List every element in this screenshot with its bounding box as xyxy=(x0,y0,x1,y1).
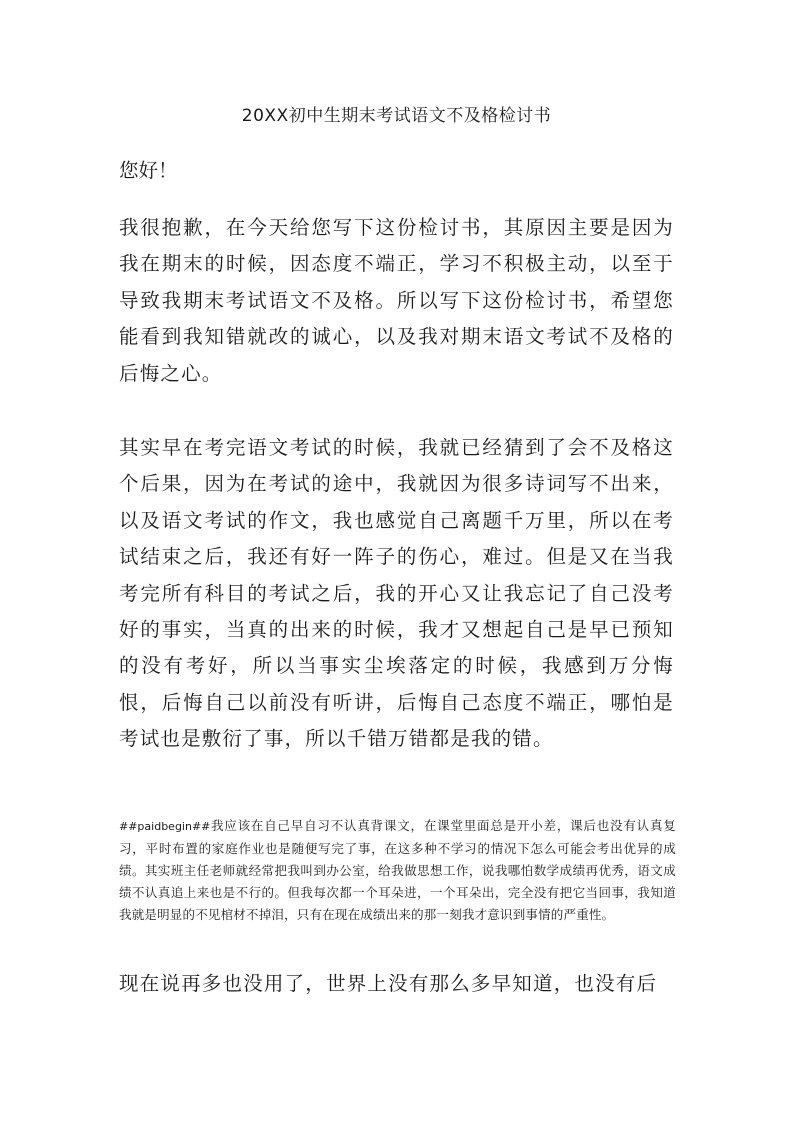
paragraph-conclusion: 现在说再多也没用了，世界上没有那么多早知道，也没有后 xyxy=(119,972,658,995)
paragraph-exam-regret: 其实早在考完语文考试的时候，我就已经猜到了会不及格这个后果，因为在考试的途中，我就因为很多诗词写不出来，以及语文考试的作文，我也感觉自己离题千万里，所以在考试结束之后，我还有好一阵子的伤心，难过。但是又在当我考完所有科目的考试之后，我的开心又让我忘记了自己没考好的事实，当真的出来的时候，我才又想起自己是早已预知的没有考好，所以当事实尘埃落定的时候，我感到万分悔恨，后悔自己以前没有听讲，后悔自己态度不端正，哪怕是考试也是敷衍了事，所以千错万错都是我的错。 xyxy=(119,436,674,751)
paragraph-apology: 我很抱歉，在今天给您写下这份检讨书，其原因主要是因为我在期末的时候，因态度不端正，学习不积极主动，以至于导致我期末考试语文不及格。所以写下这份检讨书，希望您能看到我知错就改的诚心，以及我对期末语文考试不及格的后悔之心。 xyxy=(119,216,674,385)
greeting: 您好！ xyxy=(119,159,178,182)
document-title: 20XX初中生期末考试语文不及格检讨书 xyxy=(241,106,552,126)
reflection-text: 我应该在自己早自习不认真背课文，在课堂里面总是开小差，课后也没有认真复习，平时布置的家庭作业也是随便写完了事，在这多种不学习的情况下怎么可能会考出优异的成绩。其实班主任老师就经常把我叫到办公室，给我做思想工作，说我哪怕数学成绩再优秀，语文成绩不认真追上来也是不行的。但我每次都一个耳朵进，一个耳朵出，完全没有把它当回事，我知道我就是明显的不见棺材不掉泪，只有在现在成绩出来的那一刻我才意识到事情的严重性。 xyxy=(119,818,676,922)
paragraph-reflection xyxy=(119,815,676,926)
paid-marker: ##paidbegin## xyxy=(119,820,211,833)
